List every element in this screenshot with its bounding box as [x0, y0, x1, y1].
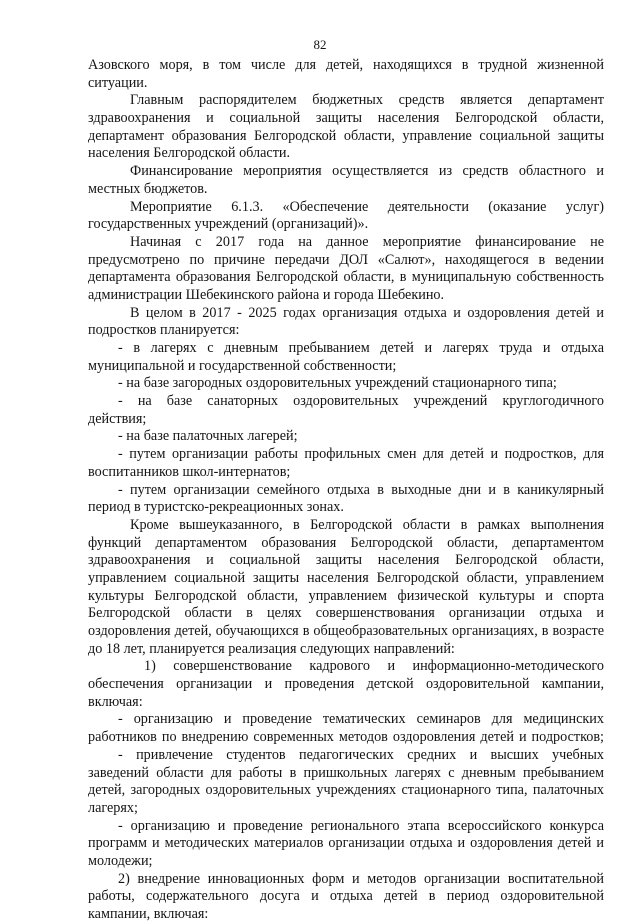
- text-line: - путем организации семейного отдыха в выходные дни и в каникулярный: [118, 481, 604, 498]
- text-line: - в лагерях с дневным пребыванием детей и лагерях труда и отдыха: [118, 340, 604, 356]
- text-line: 2) внедрение инновационных форм и методов организации воспитательной: [118, 870, 604, 887]
- text-line: Начиная с 2017 года на данное мероприятие финансирование не: [130, 233, 604, 250]
- text-line: здравоохранения и социальной защиты населения Белгородской области,: [88, 552, 604, 569]
- text-line: - организацию и проведение регионального этапа всероссийского конкурса: [118, 817, 604, 834]
- text-line: В целом в 2017 - 2025 годах организация отдыха и оздоровления детей и: [130, 304, 604, 321]
- text-line: до 18 лет, планируется реализация следующих направлений:: [88, 640, 455, 657]
- text-line: - путем организации работы профильных смен для детей и подростков, для: [118, 446, 604, 463]
- text-line: подростков планируется:: [88, 322, 240, 339]
- text-line: Финансирование мероприятия осуществляется из средств областного и: [130, 163, 604, 180]
- text-line: местных бюджетов.: [88, 180, 208, 197]
- text-line: включая:: [88, 693, 143, 710]
- text-line: работы, содержательного досуга и отдыха детей в период оздоровительной: [88, 888, 604, 905]
- text-line: - организацию и проведение тематических семинаров для медицинских: [118, 711, 604, 728]
- text-line: воспитанников школ-интернатов;: [88, 463, 291, 480]
- text-line: населения Белгородской области.: [88, 145, 291, 162]
- text-line: Кроме вышеуказанного, в Белгородской области в рамках выполнения: [130, 516, 604, 533]
- page-number: 82: [313, 37, 327, 52]
- text-line: - на базе палаточных лагерей;: [118, 428, 298, 445]
- text-line: департамента образования Белгородской области, в муниципальную собственность: [88, 269, 604, 286]
- text-line: заведений области для работы в пришкольных лагерях с дневным пребыванием: [88, 764, 604, 781]
- text-line: Азовского моря, в том числе для детей, находящихся в трудной жизненной: [88, 57, 604, 73]
- text-line: - на базе загородных оздоровительных учреждений стационарного типа;: [118, 375, 557, 392]
- text-line: государственных учреждений (организаций)».: [88, 216, 369, 233]
- text-line: 1) совершенствование кадрового и информационно-методического: [144, 658, 604, 675]
- text-line: ситуации.: [88, 74, 148, 91]
- text-line: период в туристско-рекреационных зонах.: [88, 499, 344, 516]
- text-line: Главным распорядителем бюджетных средств является департамент: [130, 92, 604, 109]
- text-line: муниципальной и государственной собственности;: [88, 357, 397, 374]
- text-line: кампании, включая:: [88, 906, 209, 922]
- text-line: здравоохранения и социальной защиты населения Белгородской области,: [88, 110, 604, 127]
- text-line: - на базе санаторных оздоровительных учреждений круглогодичного: [118, 393, 604, 410]
- text-line: предусмотрено по причине передачи ДОЛ «Салют», находящегося в ведении: [88, 251, 604, 268]
- text-line: программ и методических материалов организации отдыха и оздоровления детей и: [88, 835, 604, 852]
- text-line: обеспечения организации и проведения детской оздоровительной кампании,: [88, 676, 604, 693]
- text-line: работников по внедрению современных методов оздоровления детей и подростков;: [88, 729, 604, 746]
- text-line: лагерях;: [88, 799, 138, 816]
- text-line: администрации Шебекинского района и города Шебекино.: [88, 286, 445, 303]
- text-line: детей, загородных оздоровительных учреждениях стационарного типа, палаточных: [88, 782, 604, 799]
- text-line: управлением социальной защиты населения Белгородской области, управлением: [88, 569, 604, 586]
- text-line: Белгородской области в целях совершенствования организации отдыха и: [88, 605, 604, 622]
- text-line: Мероприятие 6.1.3. «Обеспечение деятельности (оказание услуг): [130, 198, 604, 215]
- text-line: функций департаментом образования Белгородской области, департаментом: [88, 534, 604, 551]
- text-line: департамент образования Белгородской области, управление социальной защиты: [88, 127, 604, 144]
- text-line: молодежи;: [88, 852, 153, 869]
- text-line: оздоровления детей, обучающихся в общеобразовательных организациях, в возрасте: [88, 623, 604, 639]
- document-body: [88, 57, 604, 924]
- text-line: культуры Белгородской области, управлением физической культуры и спорта: [88, 587, 604, 604]
- text-line: - привлечение студентов педагогических средних и высших учебных: [118, 746, 604, 763]
- text-line: действия;: [88, 410, 147, 427]
